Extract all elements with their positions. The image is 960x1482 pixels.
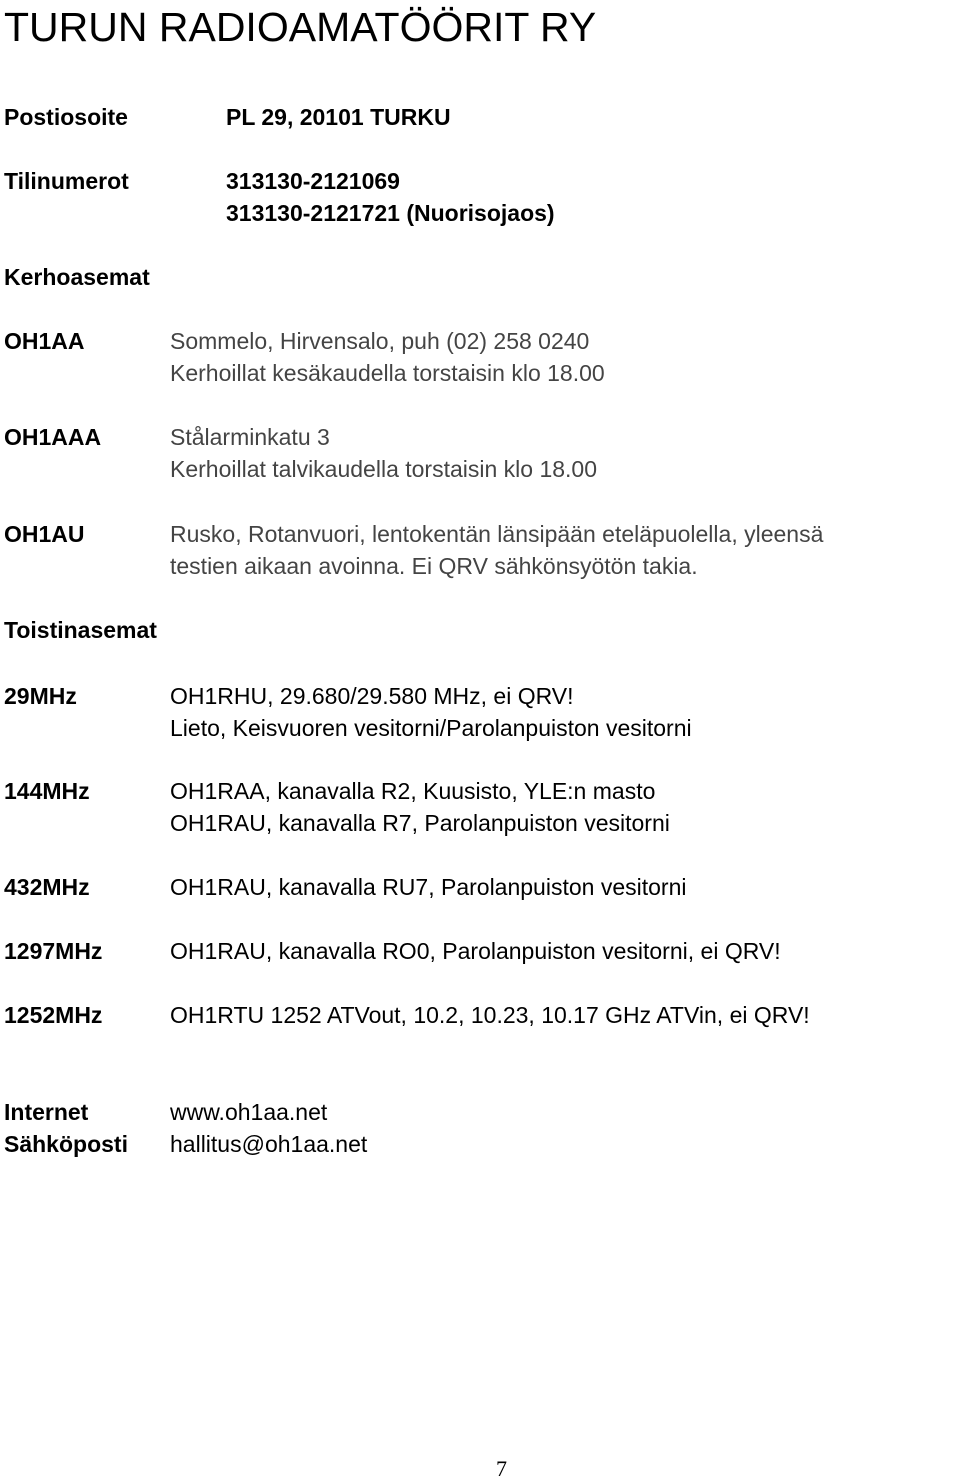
email-label: Sähköposti: [4, 1131, 128, 1157]
page-title: TURUN RADIOAMATÖÖRIT RY: [4, 4, 597, 50]
station-line: Rusko, Rotanvuori, lentokentän länsipään eteläpuolella, yleensä: [170, 521, 824, 547]
repeater-band-432mhz: 432MHz: [4, 874, 90, 900]
repeater-line: Lieto, Keisvuoren vesitorni/Parolanpuiston vesitorni: [170, 715, 692, 741]
email-link[interactable]: hallitus@oh1aa.net: [170, 1131, 368, 1157]
internet-label: Internet: [4, 1099, 89, 1125]
repeater-line: OH1RAU, kanavalla RO0, Parolanpuiston vesitorni, ei QRV!: [170, 938, 781, 964]
station-call-oh1aa: OH1AA: [4, 328, 85, 354]
station-line: Stålarminkatu 3: [170, 424, 330, 450]
repeater-band-1297mhz: 1297MHz: [4, 938, 103, 964]
repeater-line: OH1RAU, kanavalla RU7, Parolanpuiston vesitorni: [170, 874, 687, 900]
postal-value: PL 29, 20101 TURKU: [226, 104, 451, 130]
repeater-band-29mhz: 29MHz: [4, 683, 77, 709]
repeater-band-144mhz: 144MHz: [4, 778, 90, 804]
page-number: 7: [496, 1456, 507, 1481]
accounts-label: Tilinumerot: [4, 168, 129, 194]
station-line: testien aikaan avoinna. Ei QRV sähkönsyötön takia.: [170, 553, 698, 579]
website-link[interactable]: www.oh1aa.net: [170, 1099, 328, 1125]
repeater-line: OH1RHU, 29.680/29.580 MHz, ei QRV!: [170, 683, 574, 709]
repeater-line: OH1RAA, kanavalla R2, Kuusisto, YLE:n masto: [170, 778, 656, 804]
account-number: 313130-2121069: [226, 168, 400, 194]
station-line: Kerhoillat talvikaudella torstaisin klo 18.00: [170, 456, 598, 482]
repeater-band-1252mhz: 1252MHz: [4, 1002, 103, 1028]
repeater-line: OH1RAU, kanavalla R7, Parolanpuiston vesitorni: [170, 810, 670, 836]
station-call-oh1aaa: OH1AAA: [4, 424, 102, 450]
station-call-oh1au: OH1AU: [4, 521, 85, 547]
account-number-youth: 313130-2121721 (Nuorisojaos): [226, 200, 555, 226]
station-line: Sommelo, Hirvensalo, puh (02) 258 0240: [170, 328, 590, 354]
postal-label: Postiosoite: [4, 104, 128, 130]
club-stations-heading: Kerhoasemat: [4, 264, 150, 290]
repeaters-heading: Toistinasemat: [4, 617, 157, 643]
station-line: Kerhoillat kesäkaudella torstaisin klo 18.00: [170, 360, 605, 386]
repeater-line: OH1RTU 1252 ATVout, 10.2, 10.23, 10.17 GHz ATVin, ei QRV!: [170, 1002, 810, 1028]
